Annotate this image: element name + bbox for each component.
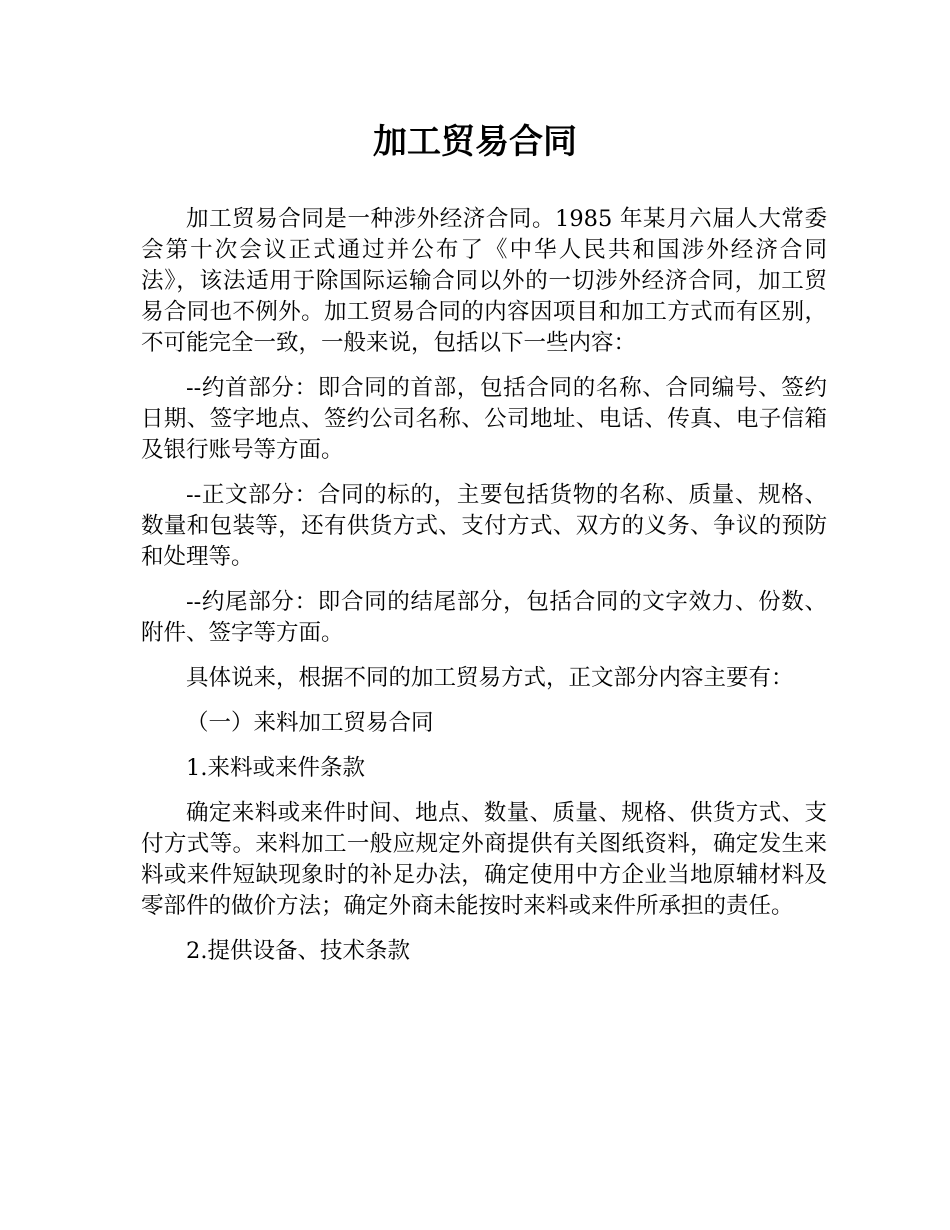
- paragraph-specifics: 具体说来，根据不同的加工贸易方式，正文部分内容主要有：: [186, 665, 794, 691]
- document-body: [141, 204, 827, 967]
- paragraph-materials-clause: 确定来料或来件时间、地点、数量、质量、规格、供货方式、支付方式等。来料加工一般应规定外商提供有关图纸资料，确定发生来料或来件短缺现象时的补足办法，确定使用中方企业当地原辅材料及零部件的做价方法；确定外商未能按时来料或来件所承担的责任。: [141, 800, 827, 919]
- document-title: 加工贸易合同: [373, 122, 577, 162]
- paragraph-preamble-section: --约首部分：即合同的首部，包括合同的名称、合同编号、签约日期、签字地点、签约公司名称、公司地址、电话、传真、电子信箱及银行账号等方面。: [141, 375, 827, 463]
- clause-heading-materials: 1.来料或来件条款: [186, 755, 365, 781]
- clause-heading-equipment: 2.提供设备、技术条款: [186, 938, 410, 964]
- paragraph-intro: 加工贸易合同是一种涉外经济合同。1985 年某月六届人大常委会第十次会议正式通过并公布了《中华人民共和国涉外经济合同法》，该法适用于除国际运输合同以外的一切涉外经济合同，加工贸易合同也不例外。加工贸易合同的内容因项目和加工方式而有区别，不可能完全一致，一般来说，包括以下一些内容：: [141, 206, 827, 356]
- section-heading-material-processing: （一）来料加工贸易合同: [186, 710, 434, 736]
- paragraph-closing-section: --约尾部分：即合同的结尾部分，包括合同的文字效力、份数、附件、签字等方面。: [141, 589, 827, 646]
- paragraph-main-body-section: --正文部分：合同的标的，主要包括货物的名称、质量、规格、数量和包装等，还有供货方式、支付方式、双方的义务、争议的预防和处理等。: [141, 482, 827, 570]
